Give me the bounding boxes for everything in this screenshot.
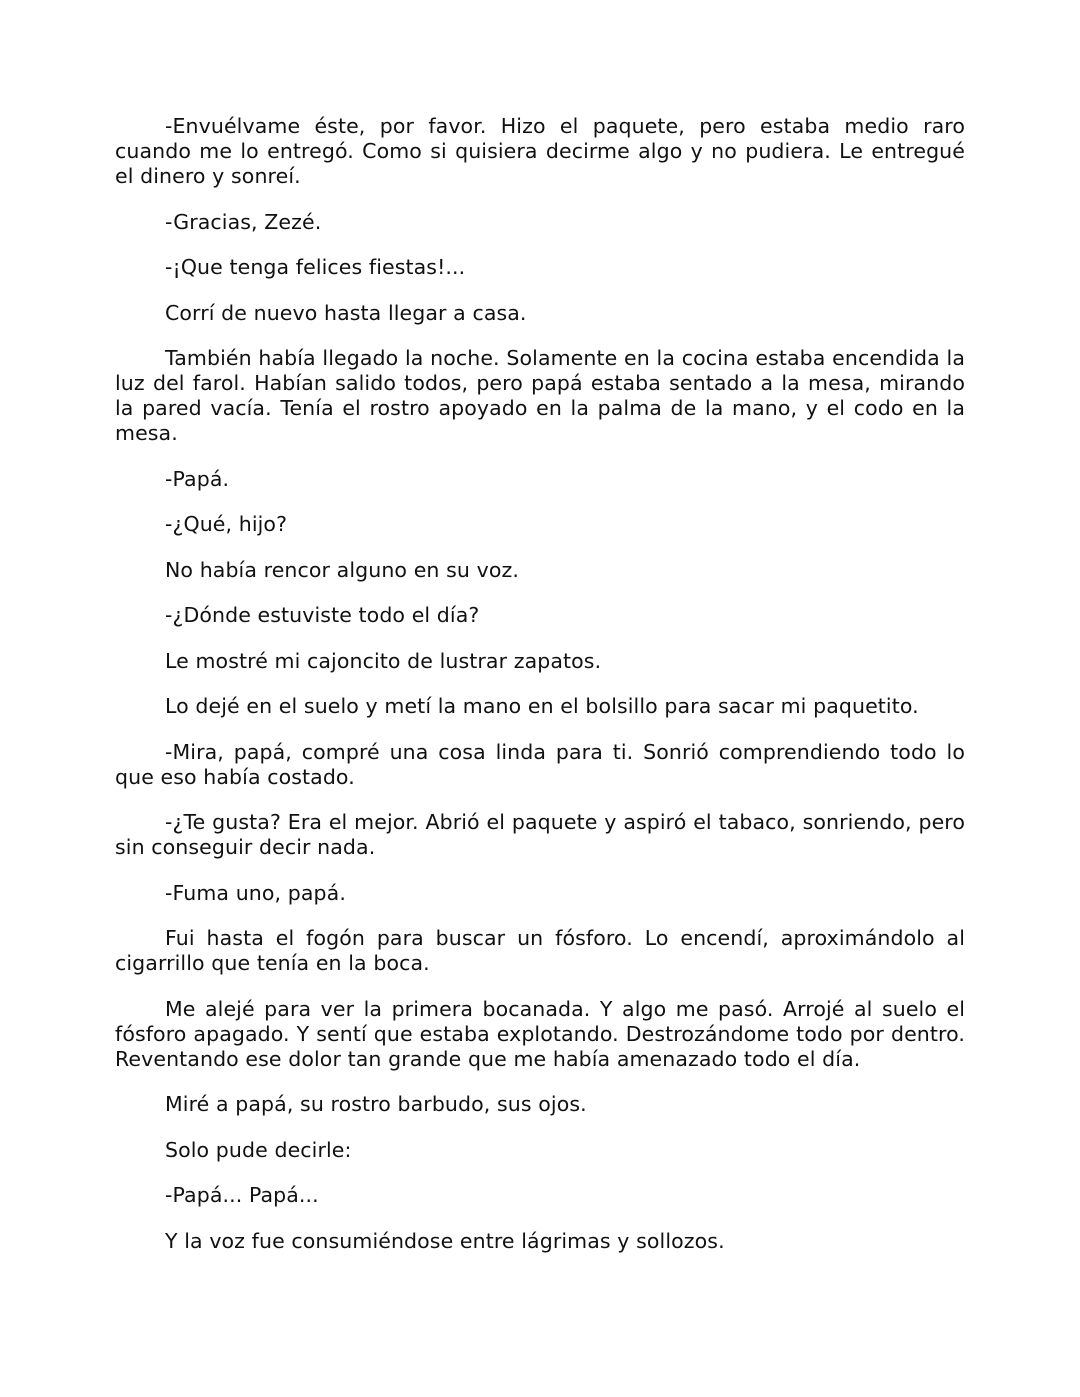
- paragraph: -¿Dónde estuviste todo el día?: [165, 603, 480, 627]
- paragraph: Fui hasta el fogón para buscar un fósforo. Lo encendí, aproximándolo al cigarrillo que tenía en la boca.: [115, 926, 965, 975]
- paragraph: Me alejé para ver la primera bocanada. Y algo me pasó. Arrojé al suelo el fósforo apagado. Y sentí que estaba explotando. Destrozándome todo por dentro. Reventando ese dolor tan grande que me había amenazado todo el día.: [115, 996, 965, 1071]
- paragraph: -¿Te gusta? Era el mejor. Abrió el paquete y aspiró el tabaco, sonriendo, pero sin conseguir decir nada.: [115, 810, 965, 859]
- paragraph: -¿Qué, hijo?: [165, 512, 288, 536]
- paragraph: Y la voz fue consumiéndose entre lágrimas y sollozos.: [165, 1228, 725, 1253]
- document-page: [115, 114, 965, 1274]
- paragraph: -Papá... Papá...: [165, 1183, 319, 1207]
- paragraph: Corrí de nuevo hasta llegar a casa.: [165, 300, 527, 325]
- paragraph: Lo dejé en el suelo y metí la mano en el bolsillo para sacar mi paquetito.: [165, 694, 919, 718]
- paragraph: -Envuélvame éste, por favor. Hizo el paquete, pero estaba medio raro cuando me lo entregó. Como si quisiera decirme algo y no pudiera. Le entregué el dinero y sonreí.: [115, 114, 965, 188]
- paragraph: -Gracias, Zezé.: [165, 209, 322, 234]
- paragraph: No había rencor alguno en su voz.: [165, 557, 519, 582]
- paragraph: -Mira, papá, compré una cosa linda para ti. Sonrió comprendiendo todo lo que eso había costado.: [115, 739, 965, 789]
- paragraph: Solo pude decirle:: [165, 1137, 352, 1162]
- paragraph: También había llegado la noche. Solamente en la cocina estaba encendida la luz del farol. Habían salido todos, pero papá estaba sentado a la mesa, mirando la pared vacía. Tenía el rostro apoyado en la palma de la mano, y el codo en la mesa.: [115, 346, 965, 445]
- paragraph: -Fuma uno, papá.: [165, 880, 346, 905]
- paragraph: -¡Que tenga felices fiestas!...: [165, 255, 466, 279]
- paragraph: Le mostré mi cajoncito de lustrar zapatos.: [165, 648, 602, 673]
- paragraph: Miré a papá, su rostro barbudo, sus ojos.: [165, 1092, 587, 1116]
- paragraph: -Papá.: [165, 466, 230, 491]
